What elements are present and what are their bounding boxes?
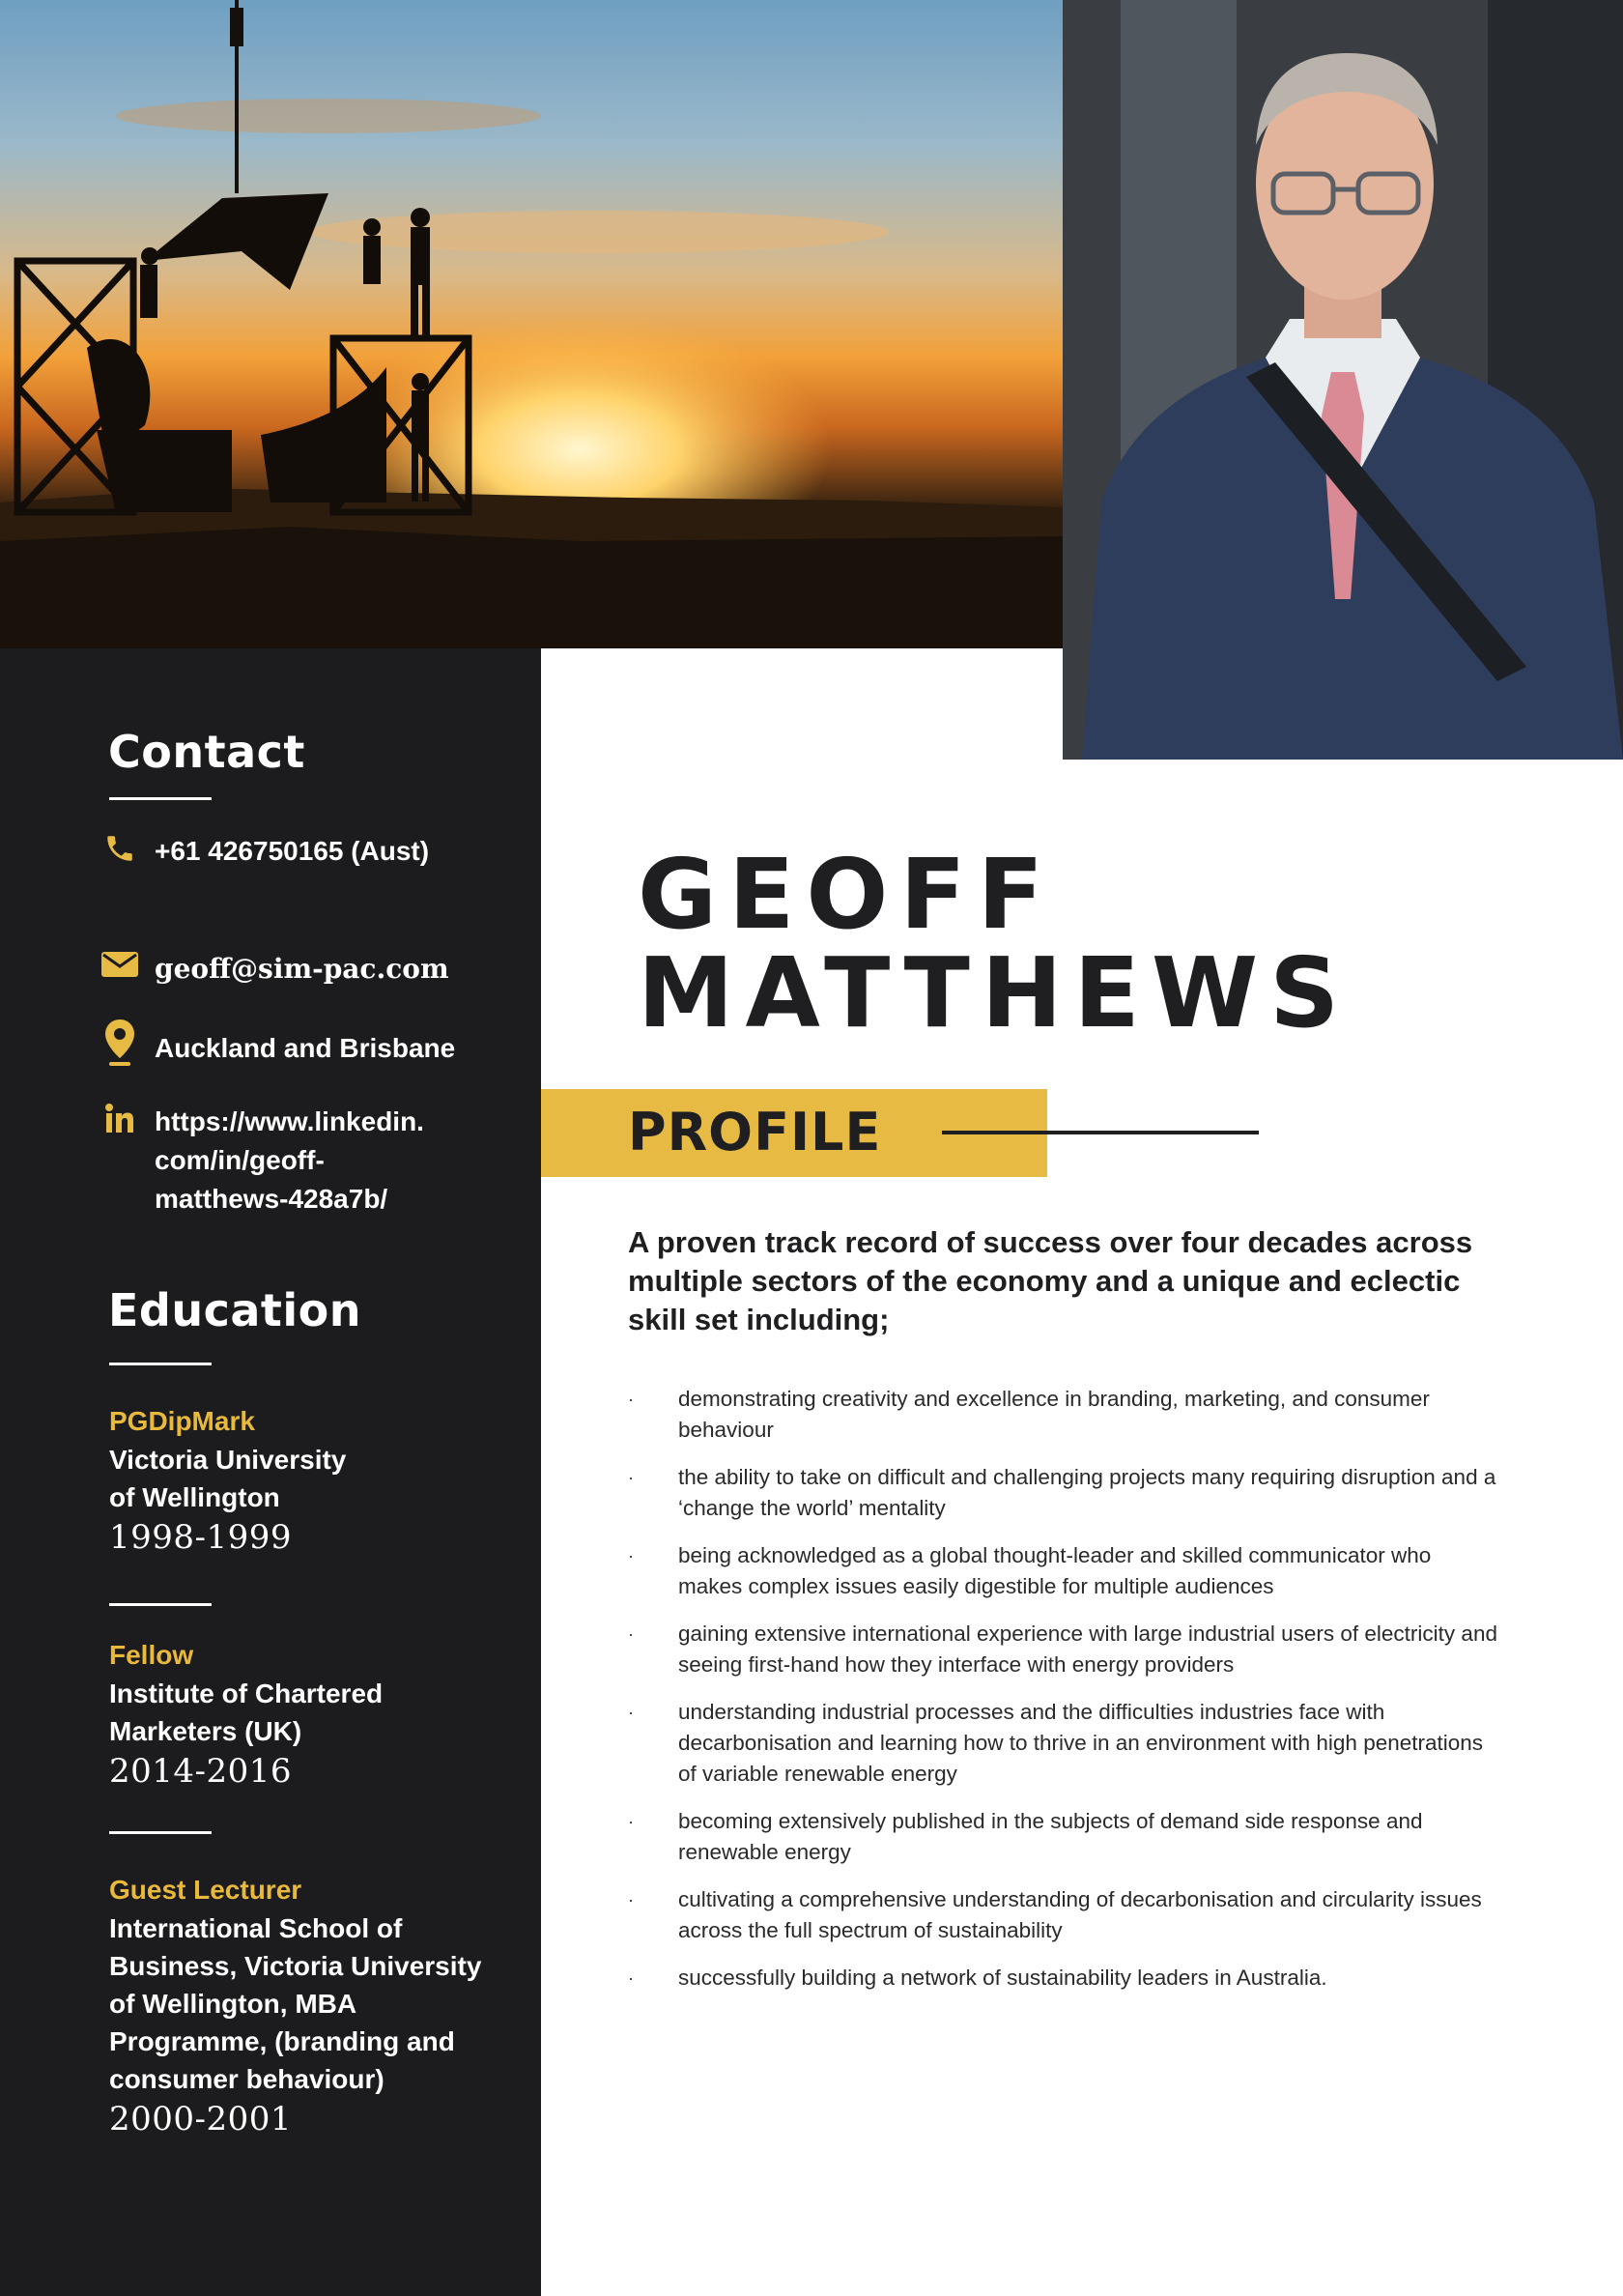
phone-icon <box>97 832 143 871</box>
envelope-icon <box>97 950 143 989</box>
linkedin-text: https://www.linkedin. com/in/geoff- matthews-428a7b/ <box>155 1106 424 1214</box>
list-item: · understanding industrial processes and the difficulties industries face with decarbonisation and learning how to thrive in an environment with high penetrations of variable renewable energy <box>628 1697 1497 1790</box>
first-name: GEOFF <box>638 838 1056 951</box>
contact-linkedin[interactable] <box>97 1103 522 1219</box>
bullet-marker: · <box>628 1546 634 1565</box>
list-item: · being acknowledged as a global thought-leader and skilled communicator who makes complex issues easily digestible for multiple audiences <box>628 1540 1497 1602</box>
bullet-marker: · <box>628 1624 634 1644</box>
portrait-photo <box>1063 0 1623 760</box>
education-institution: Institute of Chartered Marketers (UK) <box>109 1679 384 1746</box>
list-item: · the ability to take on difficult and challenging projects many requiring disruption and a ‘change the world’ mentality <box>628 1462 1497 1524</box>
education-years: 1998-1999 <box>109 1518 293 1557</box>
education-institution: International School of Business, Victoria University of Wellington, MBA Programme, (branding and consumer behaviour) <box>109 1913 482 2094</box>
list-item: · becoming extensively published in the subjects of demand side response and renewable energy <box>628 1806 1497 1868</box>
contact-heading-rule <box>109 797 212 800</box>
list-item: · cultivating a comprehensive understanding of decarbonisation and circularity issues across the full spectrum of sustainability <box>628 1884 1497 1946</box>
email-text: geoff@sim-pac.com <box>155 953 449 985</box>
person-silhouette <box>1063 0 1623 760</box>
bullet-marker: · <box>628 1968 634 1988</box>
contact-email[interactable] <box>97 950 522 989</box>
map-pin-icon <box>97 1018 143 1056</box>
education-heading-rule <box>109 1363 212 1365</box>
profile-heading-rule <box>942 1131 1259 1134</box>
education-degree: Fellow <box>109 1640 194 1670</box>
contact-phone[interactable] <box>97 832 522 871</box>
profile-heading: PROFILE <box>628 1102 882 1162</box>
sunset-construction-illustration <box>0 0 1063 648</box>
education-years: 2000-2001 <box>109 2100 293 2138</box>
education-degree: Guest Lecturer <box>109 1875 302 1905</box>
bullet-marker: · <box>628 1890 634 1909</box>
bullet-marker: · <box>628 1812 634 1831</box>
contact-location <box>97 1018 522 1068</box>
sidebar <box>0 648 541 2296</box>
education-entry <box>109 1402 505 1559</box>
last-name: MATTHEWS <box>638 936 1352 1049</box>
list-item: · gaining extensive international experience with large industrial users of electricity and seeing first-hand how they interface with energy providers <box>628 1619 1497 1680</box>
list-item: · successfully building a network of sustainability leaders in Australia. <box>628 1963 1497 1994</box>
education-entry <box>109 1636 505 1793</box>
profile-intro: A proven track record of success over four decades across multiple sectors of the economy and a unique and eclectic skill set including; <box>628 1225 1473 1336</box>
education-divider <box>109 1603 212 1606</box>
education-degree: PGDipMark <box>109 1406 255 1436</box>
education-institution: Victoria University of Wellington <box>109 1445 347 1512</box>
education-divider <box>109 1831 212 1834</box>
profile-bullet-list <box>628 1384 1497 2010</box>
phone-text: +61 426750165 (Aust) <box>155 836 430 866</box>
banner-photo <box>0 0 1063 648</box>
contact-heading: Contact <box>108 726 305 778</box>
bullet-marker: · <box>628 1468 634 1487</box>
bullet-marker: · <box>628 1703 634 1722</box>
education-entry <box>109 1871 505 2140</box>
bullet-marker: · <box>628 1390 634 1409</box>
linkedin-icon <box>97 1103 143 1141</box>
education-heading: Education <box>108 1284 362 1336</box>
person-name <box>638 838 1352 1049</box>
location-text: Auckland and Brisbane <box>155 1033 456 1063</box>
education-years: 2014-2016 <box>109 1752 293 1791</box>
list-item: · demonstrating creativity and excellence in branding, marketing, and consumer behaviour <box>628 1384 1497 1446</box>
